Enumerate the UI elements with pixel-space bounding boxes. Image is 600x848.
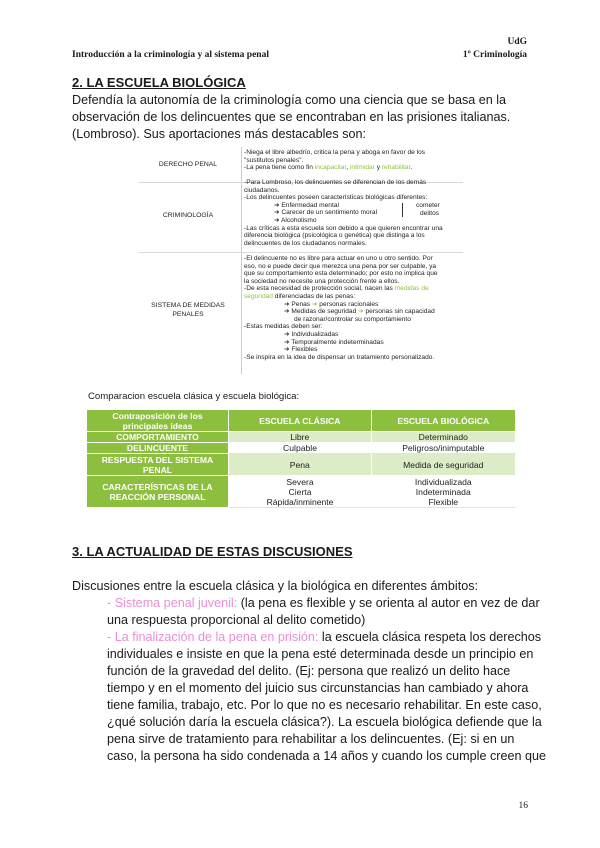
bullet-text: Penas: [291, 300, 311, 308]
item-text-line: función de la gravedad del delito. (Ej: persona que realizó un delito hace: [107, 664, 511, 678]
table-row: [87, 476, 516, 508]
text-line: -Para Lombroso, los delincuentes se diferencian de los demás: [244, 179, 427, 186]
text-line: delincuentes de los ciudadanos normales.: [244, 239, 367, 247]
highlight-seguridad: seguridad: [244, 292, 273, 300]
criminologia-text: [244, 179, 466, 247]
text-span: .: [410, 164, 413, 172]
item-text: la escuela clásica respeta los derechos: [318, 630, 542, 644]
item-text-line: ¿qué solución daría la escuela clásica?). La escuela biológica defiende que la: [107, 715, 542, 729]
derecho-text: [244, 149, 466, 172]
header-biologica: ESCUELA BIOLÓGICA: [371, 410, 515, 432]
cell-biologica: Peligroso/inimputable: [371, 443, 515, 454]
table-row: [87, 454, 516, 476]
bullet-text: personas racionales: [319, 300, 379, 308]
text-line: la sociedad no necesite una protección frente a ellos.: [244, 277, 400, 285]
row-label: COMPORTAMIENTO: [87, 432, 229, 443]
item-finalizacion-pena: [107, 629, 547, 646]
text-line: eso, no e puede decir que merezca una pena por ser culpable, ya: [244, 262, 437, 270]
item-text-line: pena sirve de tratamiento para rehabilitar a los delincuentes. (Ej: si en un: [107, 732, 515, 746]
arrow-icon: ➔: [274, 209, 280, 217]
arrow-icon: ➔: [284, 338, 290, 346]
bracket-line: [402, 203, 403, 217]
table-row: [87, 443, 516, 454]
cell-clasica: Pena: [228, 454, 371, 476]
highlight-incapacitar: incapacitar: [314, 164, 347, 172]
bullet-item: [244, 346, 466, 354]
header-year: 1º Criminología: [462, 50, 527, 60]
cell-line: Cierta: [288, 486, 312, 497]
text-span: -La pena tiene como fin: [244, 164, 315, 172]
item-text-line: individuales e insiste en que la pena esté determinada desde un principio en: [107, 647, 534, 661]
bullet-text: personas sin capacidad: [365, 308, 435, 316]
arrow-icon: ➔: [274, 201, 280, 209]
highlight-medidas: medidas de: [394, 285, 429, 293]
cell-biologica: Determinado: [371, 432, 515, 443]
comparison-caption: Comparacion escuela clásica y escuela biológica:: [88, 391, 300, 402]
label-criminologia: CRIMINOLOGÍA: [162, 212, 214, 219]
label-line: PENALES: [172, 311, 204, 318]
sis-penas-bullet: [244, 301, 466, 309]
item-label: - Sistema penal juvenil:: [107, 596, 238, 610]
sis-medidas-bullet: [244, 308, 466, 316]
sistema-text: [244, 255, 466, 361]
label-line: SISTEMA DE MEDIDAS: [151, 302, 225, 309]
text-line: [244, 285, 466, 293]
table-row: [87, 432, 516, 443]
text-line: [244, 164, 466, 172]
arrow-icon: ➔: [284, 308, 290, 316]
intro-line: Defendía la autonomía de la criminología como una ciencia que se basa en la: [72, 93, 507, 107]
text-line: [244, 293, 466, 301]
label-sistema-medidas: [140, 302, 236, 318]
text-line: "sustitutos penales".: [244, 156, 304, 164]
text-span: y: [374, 164, 382, 172]
highlight-intimidar: intimidar: [349, 164, 375, 172]
label-derecho-penal: DERECHO PENAL: [158, 161, 218, 168]
item-sistema-penal-juvenil: [107, 595, 547, 612]
header-clasica: ESCUELA CLÁSICA: [228, 410, 371, 432]
text-line: -Se inspira en la idea de dispensar un tratamiento personalizado.: [244, 353, 435, 361]
row-label: CARACTERÍSTICAS DE LA REACCIÓN PERSONAL: [87, 476, 229, 508]
cell-clasica: Libre: [228, 432, 371, 443]
bullet-text: Medidas de seguridad: [291, 308, 357, 316]
cell-clasica: Culpable: [228, 443, 371, 454]
item-label: - La finalización de la pena en prisión:: [107, 630, 319, 644]
bullet-text: Temporalmente indeterminadas: [291, 338, 384, 346]
table-header-row: [87, 410, 516, 432]
text-span: diferenciadas de las penas:: [272, 292, 356, 300]
cell-line: Individualizada: [414, 476, 472, 487]
section-2-title: 2. LA ESCUELA BIOLÓGICA: [72, 75, 246, 90]
intro-line: observación de los delincuentes que se encontraban en las prisiones italianas.: [72, 110, 511, 124]
section-3-title: 3. LA ACTUALIDAD DE ESTAS DISCUSIONES: [72, 544, 353, 559]
text-line: de razonar/controlar su comportamiento: [294, 315, 411, 323]
diagram-separator: [138, 252, 463, 253]
cell-clasica: [228, 476, 371, 508]
highlight-rehabilitar: rehabilitar: [381, 164, 411, 172]
green-arrow-icon: ➔: [311, 300, 318, 308]
header-institution: UdG: [507, 37, 527, 47]
text-span: ,: [346, 164, 350, 172]
text-line: -Estas medidas deben ser:: [244, 323, 323, 331]
item-text-line: tiempo y en el momento del juicio sus circunstancias han cambiado y ahora: [107, 681, 529, 695]
section-2-intro: [72, 92, 542, 143]
bullet-text: Carecer de un sentimiento moral: [281, 209, 378, 217]
cell-line: Rápida/inminente: [266, 496, 334, 507]
cell-biologica: [371, 476, 515, 508]
item-text-line: caso, la persona ha sido condenada a 14 años y cuando los cumple creen que: [107, 749, 546, 763]
cell-line: Severa: [286, 476, 314, 487]
cell-line: Flexible: [428, 496, 459, 507]
text-line: -El delincuente no es libre para actuar en uno u otro sentido. Por: [244, 255, 433, 262]
section-3-intro: Discusiones entre la escuela clásica y la biológica en diferentes ámbitos:: [72, 579, 479, 593]
bullet-text: Alcoholismo: [281, 216, 317, 224]
cometer-label: cometer: [416, 201, 440, 209]
cell-line: Indeterminada: [415, 486, 471, 497]
row-label: RESPUESTA DEL SISTEMA PENAL: [87, 454, 229, 476]
bullet-item: [274, 217, 466, 225]
bullet-item: [244, 331, 466, 339]
crim-bullets: [244, 202, 466, 225]
arrow-icon: ➔: [284, 300, 290, 308]
arrow-icon: ➔: [284, 346, 290, 354]
green-arrow-icon: ➔: [358, 308, 364, 316]
text-line: -Los delincuentes poseen características biológicas diferentes:: [244, 194, 428, 202]
text-line: -Niega el libre albedrío, critica la pena y aboga en favor de los: [244, 149, 426, 156]
comparison-table: [86, 409, 516, 508]
bullet-text: Flexibles: [291, 346, 318, 354]
cell-biologica: Medida de seguridad: [371, 454, 515, 476]
bullet-item: [244, 339, 466, 347]
text-line: ciudadanos.: [244, 186, 280, 194]
bullet-text: Individualizadas: [291, 330, 339, 338]
intro-line: (Lombroso). Sus aportaciones más destacables son:: [72, 127, 367, 141]
item-text: (la pena es flexible y se orienta al autor en vez de dar: [237, 596, 540, 610]
row-label: DELINCUENTE: [87, 443, 229, 454]
item-text-line: tiene familia, trabajo, etc. Por lo que no es necesario rehabilitar. En este caso,: [107, 698, 542, 712]
section-3-items: [107, 595, 547, 765]
bullet-text: Enfermedad mental: [281, 201, 339, 209]
delitos-label: delitos: [420, 209, 440, 217]
item-text-line: una respuesta proporcional al delito cometido): [107, 613, 366, 627]
text-line: que su comportamiento esta determinado; por esto no implica que: [244, 270, 438, 278]
text-line: -Las críticas a esta escuela son debido a que quieren encontrar una: [244, 224, 443, 232]
header-ideas: Contraposición de los principales ideas: [87, 410, 229, 432]
text-span: -De esta necesidad de protección social, nacen las: [244, 285, 395, 293]
arrow-icon: ➔: [274, 216, 280, 224]
header-course-title: Introducción a la criminología y al sistema penal: [72, 50, 269, 60]
text-line: diferencia biológica (psicológica o genética) que distinga a los: [244, 232, 425, 240]
arrow-icon: ➔: [284, 330, 290, 338]
page-number: 16: [518, 801, 528, 811]
